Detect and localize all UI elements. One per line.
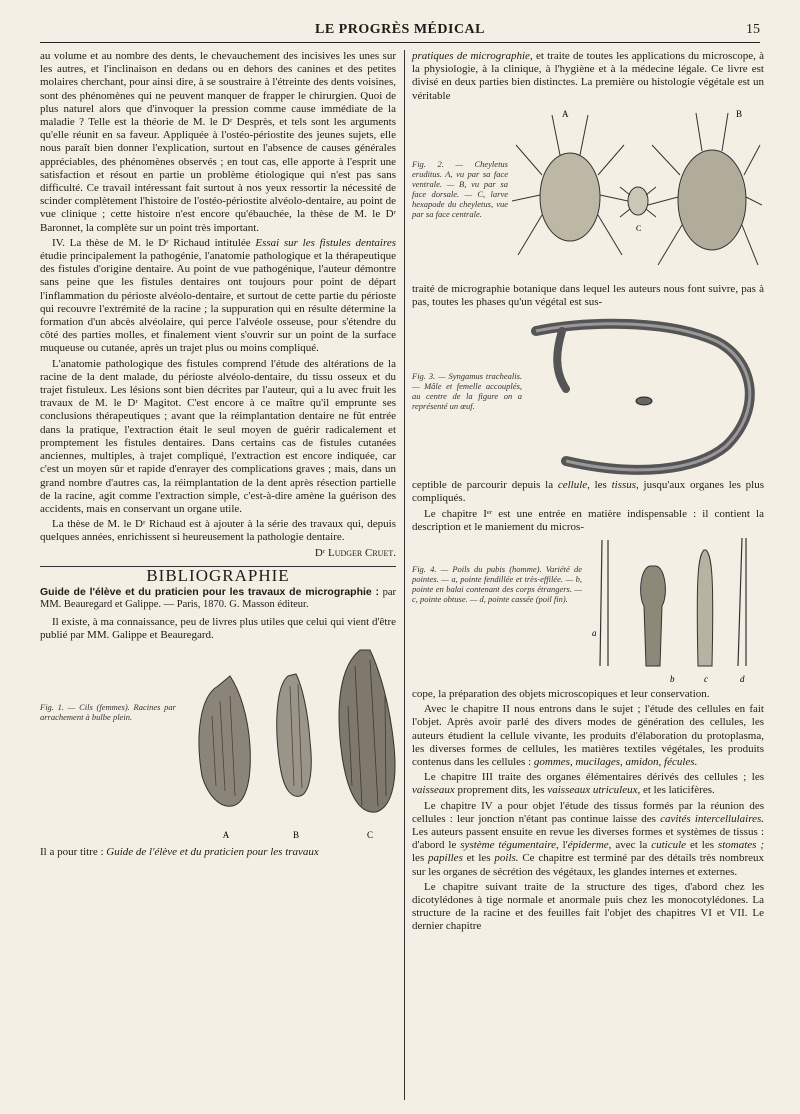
figure-label: C xyxy=(636,223,642,233)
paragraph: Le chapitre IV a pour objet l'étude des tissus formés par la réunion des cellules : leur jonction n'étant pas continue laisse des cavités intercellulaires. Les auteurs passent ensuite en revue les diverses formes et systèmes de tissus : d'abord le système tégumentaire, l'épiderme, avec la cuticule et les stomates ; les papilles et les poils. Ce chapitre est terminé par des détails très nombreux sur les organes de sécrétion des végétaux, les glandes internes et externes. xyxy=(412,799,764,878)
hair-tips-illustration xyxy=(590,536,760,688)
paragraph: Il a pour titre : Guide de l'élève et du praticien pour les travaux xyxy=(40,846,319,859)
paragraph: pratiques de micrographie, et traite de toutes les applications du microscope, à la physiologie, à la clinique, à l'hygiène et à la médecine légale. Ce livre est divisé en deux parties bien distinctes. La première ou histologie végétale est un véritable xyxy=(412,50,764,102)
signature: Dʳ Ludger Cruet. xyxy=(314,546,396,559)
figure-label: b xyxy=(670,674,675,685)
figure-1 xyxy=(40,646,396,846)
figure-label: B xyxy=(736,108,743,119)
figure-3 xyxy=(412,311,764,479)
paragraph: au volume et au nombre des dents, le chevauchement des incisives les unes sur les autres, et l'inclinaison en dedans ou en dehors des canines et des petites molaires cherchant, pour ainsi dire, à se soustraire à l'étreinte des dents voisines, sont des phénomènes qui ne peuvent manquer de frapper le chirurgien. Quoi de plus naturel alors que d'invoquer la pression comme cause immédiate de la maladie ? Telle est la théorie de M. le Dʳ Desprès, et tels sont les arguments qu'elle réunit en sa faveur. Appliquée à l'ostéo-périostite des jeunes sujets, elle nous paraît bien donner l'explication, surtout en l'absence de causes générales appréciables, des phénomènes observés ; en tout cas, elle apporte à l'esprit une satisfaction et résout en partie un problème étiologique qui n'est pas sans difficulté. Ce travail intéressant fait surtout à nos yeux ressortir la nécessité de scinder complètement l'histoire de l'ostéo-périostite alvéolo-dentaire, au point de vue clinique ; cette histoire n'est encore qu'ébauchée, la thèse de M. le Dʳ Baronnet, la complète sur un point très important. xyxy=(40,50,396,234)
paragraph: Le chapitre suivant traite de la structure des tiges, d'abord chez les dicotylédones à tige normale et anormale puis chez les monocotylédones. La structure de la racine et des feuilles fait l'objet des chapitres VI et VII. Le dernier chapitre xyxy=(412,880,764,933)
paragraph: La thèse de M. le Dʳ Richaud est à ajouter à la série des travaux qui, depuis quelques années, enrichissent si heureusement la pathologie dentaire. xyxy=(40,518,396,544)
figure-4 xyxy=(412,536,764,688)
figure-label: A xyxy=(562,108,569,119)
mite-illustration xyxy=(512,105,762,283)
figure-2 xyxy=(412,105,764,283)
figure-caption: Fig. 1. — Cils (femmes). Racines par arrachement à bulbe plein. xyxy=(40,702,176,723)
paragraph: Avec le chapitre II nous entrons dans le sujet ; l'étude des cellules en fait l'objet. Après avoir parlé des divers modes de génération des cellules, les auteurs étudient la cellule vivante, les produits d'élaboration du protoplasma, les diverses formes de cellules, les matières textiles végétales, les produits contenus dans les cellules : gommes, mucilages, amidon, fécules. xyxy=(412,703,764,769)
figure-label: C xyxy=(366,830,374,841)
paragraph: Le chapitre III traite des organes élémentaires dérivés des cellules ; les vaisseaux proprement dits, les vaisseaux utriculeux, et les laticifères. xyxy=(412,771,764,797)
paragraph: traité de micrographie botanique dans lequel les auteurs nous font suivre, pas à pas, toutes les phases qu'un végétal est sus- xyxy=(412,282,764,309)
paragraph: Il existe, à ma connaissance, peu de livres plus utiles que celui qui vient d'être publié par MM. Galippe et Beauregard. xyxy=(40,615,396,642)
paragraph: cope, la préparation des objets microscopiques et leur conservation. xyxy=(412,688,710,701)
left-column xyxy=(40,50,396,1094)
figure-label: c xyxy=(704,674,708,685)
section-rule xyxy=(40,566,396,567)
journal-title: LE PROGRÈS MÉDICAL xyxy=(314,22,486,37)
figure-label: A xyxy=(222,830,230,841)
figure-label: d xyxy=(740,674,745,685)
page-number: 15 xyxy=(746,22,760,37)
worm-illustration xyxy=(526,311,762,479)
paragraph: ceptible de parcourir depuis la cellule, les tissus, jusqu'aux organes les plus compliqués. xyxy=(412,479,764,505)
bibliography-heading: BIBLIOGRAPHIE xyxy=(146,565,290,585)
paragraph: IV. La thèse de M. le Dʳ Richaud intitulée Essai sur les fistules dentaires étudie principalement la pathogénie, l'anatomie pathologique et la thérapeutique des fistules d'origine dentaire. Au point de vue pathogénique, l'auteur démontre sans peine que les fistules dentaires ont toujours pour point de départ l'inflammation du périoste alvéolo-dentaire, et surtout de cette partie du périoste qui recouvre l'extrémité de la racine ; la suppuration qui en résulte détermine la formation d'un abcès alvéolaire, qui perce l'alvéole osseuse, pour s'étendre du côté des parties molles, et finalement vient s'ouvrir sur un point de la surface muqueuse ou cutanée, après un trajet plus ou moins compliqué. xyxy=(40,236,396,355)
column-divider xyxy=(404,50,405,1100)
page-header xyxy=(40,22,760,43)
figure-label: a xyxy=(592,628,597,639)
paragraph: Le chapitre Iᵉʳ est une entrée en matière indispensable : il contient la description et le maniement du micros- xyxy=(412,507,764,533)
figure-label: B xyxy=(292,830,300,841)
figure-caption: Fig. 3. — Syngamus trachealis. — Mâle et femelle accouplés, au centre de la figure on a représenté un œuf. xyxy=(412,371,522,412)
hair-roots-illustration xyxy=(180,646,400,846)
figure-caption: Fig. 4. — Poils du pubis (homme). Variété de pointes. — a, pointe fendillée et très-effilée. — b, pointe en balai contenant des corps étrangers. — c, pointe obtuse. — d, pointe cassée (poil fin). xyxy=(412,564,582,605)
figure-caption: Fig. 2. — Cheyletus eruditus. A, vu par sa face ventrale. — B, vu par sa face dorsale. — C, larve hexapode du cheyletus, vue par sa face centrale. xyxy=(412,158,508,219)
bibliography-entry: Guide de l'élève et du praticien pour les travaux de micrographie : par MM. Beauregard et Galippe. — Paris, 1870. G. Masson éditeur. xyxy=(40,585,396,611)
paragraph: L'anatomie pathologique des fistules comprend l'étude des altérations de la racine de la dent malade, du périoste alvéolo-dentaire, du tissu osseux et du trajet fistuleux. Les lésions sont bien décrites par l'auteur, qui a lu avec fruit les travaux de M. le Dʳ Magitot. C'est encore à ce maître qu'il emprunte ses conclusions thérapeutiques ; avant que la réimplantation dentaire ne fût entrée dans la pratique, l'extraction était le seul moyen de guérir radicalement et promptement les fistules dentaires. Dans certains cas de fistules cutanées anciennes, multiples, à trajet compliqué, l'extraction est encore indiquée, car c'est un moyen sûr et rapide d'enrayer des complications graves ; mais, dans un grand nombre d'autres cas, la réimplantation de la dent après résection partielle de la racine, agit comme l'extraction simple, c'est-à-dire amène la guérison des accidents, mais en conservant un organe utile. xyxy=(40,357,396,515)
right-column xyxy=(412,50,764,1094)
